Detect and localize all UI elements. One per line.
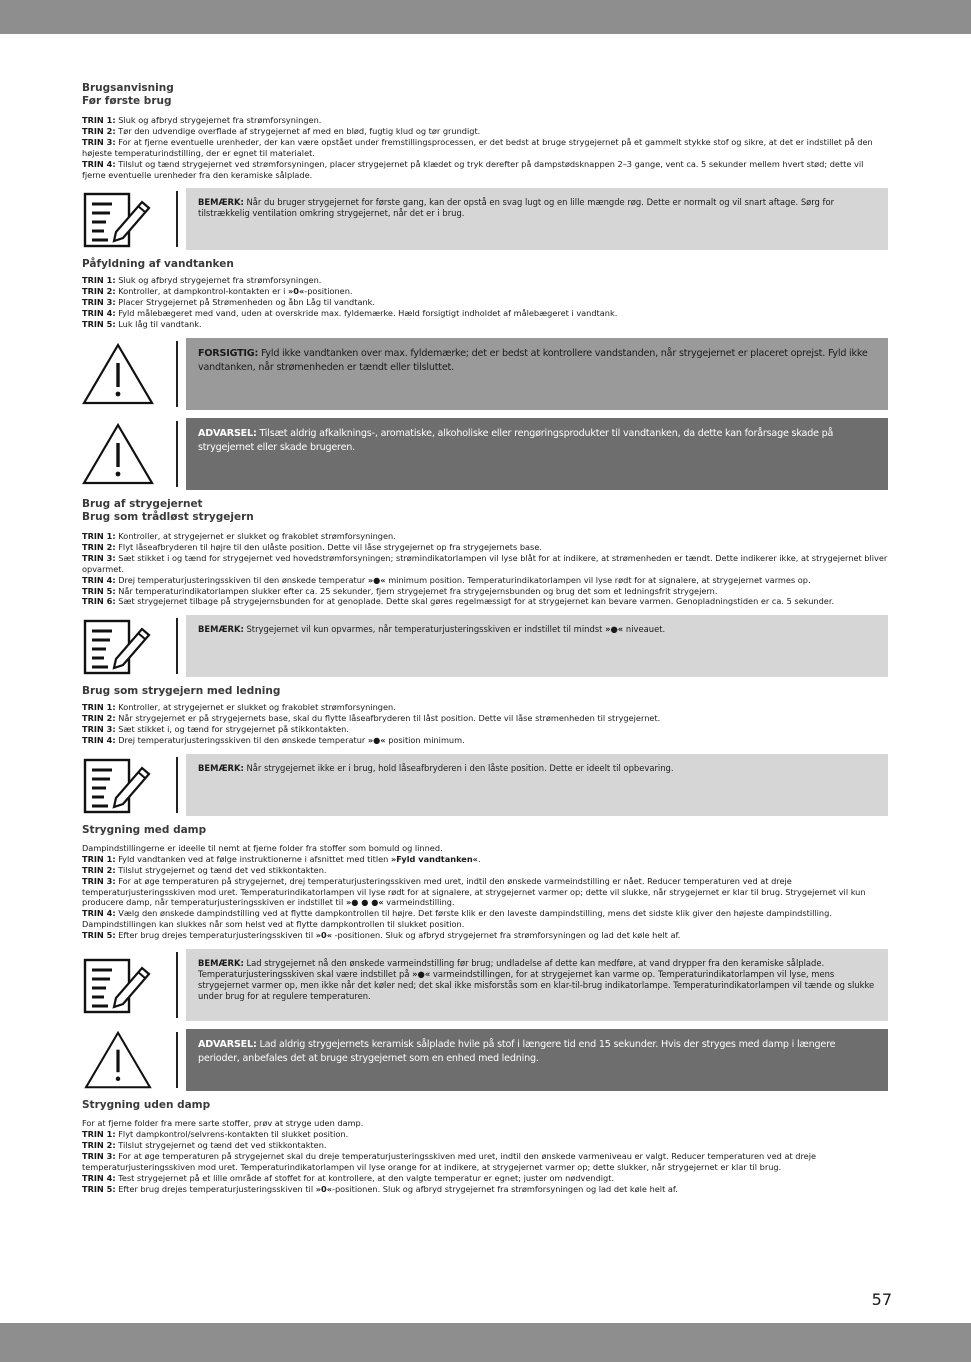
step-label: TRIN 2: (82, 1139, 116, 1150)
step-label: TRIN 2: (82, 286, 116, 297)
step-label: TRIN 1: (82, 275, 116, 286)
note-notice (82, 188, 888, 250)
note-box (186, 754, 888, 816)
step-label: TRIN 3: (82, 875, 116, 886)
step-item (82, 724, 888, 735)
step-item (82, 126, 888, 137)
step-item (82, 137, 888, 159)
step-text: Kontroller, at dampkontrol-kontakten er i (115, 286, 288, 297)
note-text: Lad strygejernet nå den ønskede varmeindstilling før brug; undladelse af dette kan medføre, at vand drypper fra den keramiske sålplade. Temperaturjusteringsskiven skal være indstillet på (198, 958, 825, 980)
note-text: Strygejernet vil kun opvarmes, når temperaturjusteringsskiven er indstillet til mindst (243, 624, 606, 635)
note-notice (82, 949, 888, 1021)
step-label: TRIN 1: (82, 1129, 116, 1139)
step-label: TRIN 3: (82, 1150, 116, 1161)
note-icon (82, 615, 158, 677)
step-item (82, 531, 888, 542)
warning-box (186, 418, 888, 490)
step-text-after: . (477, 853, 481, 864)
step-text: Flyt låseafbryderen til højre til den ulåste position. Dette vil låse strygejernet op fra strygejernets base. (115, 541, 542, 552)
warning-label: ADVARSEL: (198, 427, 257, 439)
warning-notice (82, 1029, 888, 1091)
step-list (82, 854, 888, 941)
section-title: Brug som strygejern med ledning (82, 685, 281, 698)
step-text: Flyt dampkontrol/selvrens-kontakten til slukket position. (115, 1129, 349, 1139)
note-box (186, 188, 888, 250)
step-label: TRIN 4: (82, 1172, 116, 1183)
step-item (82, 319, 888, 330)
step-text: Kontroller, at strygejernet er slukket og frakoblet strømforsyningen. (115, 702, 396, 713)
step-list (82, 1129, 888, 1194)
step-symbol: »●« (367, 735, 386, 746)
caution-notice (82, 338, 888, 410)
step-label: TRIN 4: (82, 735, 116, 746)
notice-divider (176, 952, 178, 1018)
section-title: Strygning uden damp (82, 1099, 211, 1112)
section-subtitle: Brug som trådløst strygejern (82, 510, 254, 523)
step-label: TRIN 5: (82, 1183, 116, 1194)
step-label: TRIN 3: (82, 297, 116, 308)
step-text: Tilslut og tænd strygejernet ved strømforsyningen, placer strygejernet på klædet og tryk derefter på dampstødsknappen 2–3 gange, vent ca. 5 sekunder mellem hvert stød; dette vil fjerne eventuelle urenheder fra den keramiske sålplade. (82, 158, 864, 180)
step-text: Tør den udvendige overflade af strygejernet af med en blød, fugtig klud og tør grundigt. (115, 125, 481, 136)
step-label: TRIN 5: (82, 319, 116, 330)
notice-divider (176, 757, 178, 813)
warning-notice (82, 418, 888, 490)
step-list (82, 275, 888, 330)
note-label: BEMÆRK: (198, 624, 244, 635)
note-notice (82, 754, 888, 816)
step-item (82, 575, 888, 586)
step-symbol: »0« (315, 930, 332, 941)
section-intro: Dampindstillingerne er ideelle til nemt at fjerne folder fra stoffer som bomuld og linned. (82, 842, 443, 853)
manual-content (82, 82, 888, 1194)
notice-divider (176, 191, 178, 247)
step-item (82, 713, 888, 724)
step-item (82, 1151, 888, 1173)
step-item (82, 159, 888, 181)
warning-label: ADVARSEL: (198, 1039, 257, 1051)
step-item (82, 586, 888, 597)
step-text: Sæt strygejernet tilbage på strygejernsbunden for at genoplade. Dette skal gøres regelmæssigt for at strygejernet kan bevare varmen. Genopladningstiden er ca. 5 sekunder. (115, 596, 835, 607)
notice-divider (176, 618, 178, 674)
step-list (82, 115, 888, 180)
step-text: For at øge temperaturen på strygejernet, drej temperaturjusteringsskiven med uret, indtil den ønskede varmeindstilling er nået. Reducer temperaturen ved at dreje temperaturjusteringsskiven mod uret. Temperaturindikatorlampen vil lyse rødt for at signalere, at strygejernet varmer op; dette vil slukke, når strygejernet er klar til brug. Strygejernet vil kun producere damp, når temperaturjusteringsskiven er indstillet til (82, 875, 866, 908)
step-item (82, 542, 888, 553)
step-text: Efter brug drejes temperaturjusteringsskiven til (115, 930, 316, 941)
note-text-after: niveauet. (623, 624, 666, 635)
step-label: TRIN 4: (82, 908, 116, 919)
step-label: TRIN 4: (82, 158, 116, 169)
warning-triangle-icon (82, 418, 158, 490)
step-text: Når strygejernet er på strygejernets base, skal du flytte låseafbryderen til låst position. Dette vil låse strømenheden til strygejernet. (115, 713, 661, 724)
warning-box (186, 1029, 888, 1091)
section-title: Brugsanvisning (82, 82, 174, 94)
note-text: Når du bruger strygejernet for første gang, kan der opstå en svag lugt og en lille mængde røg. Dette er normalt og vil snart aftage. Sørg for tilstrækkelig ventilation omkring strygejernet, når det er i brug. (198, 197, 835, 219)
warning-triangle-icon (82, 338, 158, 410)
note-symbol: »●« (605, 624, 624, 635)
step-item (82, 1129, 888, 1140)
step-label: TRIN 1: (82, 853, 116, 864)
top-bar (0, 0, 971, 34)
note-label: BEMÆRK: (198, 197, 244, 208)
note-box (186, 949, 888, 1021)
step-label: TRIN 5: (82, 585, 116, 596)
step-label: TRIN 5: (82, 930, 116, 941)
step-text: Sluk og afbryd strygejernet fra strømforsyningen. (115, 115, 322, 125)
step-label: TRIN 3: (82, 136, 116, 147)
step-text: Når temperaturindikatorlampen slukker efter ca. 25 sekunder, fjern strygejernet fra strygejernsbunden og brug det som et ledningsfrit strygejern. (115, 585, 718, 596)
step-symbol: »● ● ●« (345, 897, 384, 908)
warning-text: Lad aldrig strygejernets keramisk sålplade hvile på stof i længere tid end 15 sekunder. Hvis der stryges med damp i længere perioder, anbefales det at bruge strygejernet som en enhed med ledning. (198, 1039, 836, 1065)
step-label: TRIN 2: (82, 541, 116, 552)
step-label: TRIN 1: (82, 115, 116, 125)
step-label: TRIN 2: (82, 864, 116, 875)
note-icon (82, 188, 158, 250)
step-symbol: »●« (367, 574, 386, 585)
warning-triangle-icon (82, 1029, 158, 1091)
step-item (82, 286, 888, 297)
step-text: Tilslut strygejernet og tænd det ved stikkontakten. (115, 864, 327, 875)
step-label: TRIN 3: (82, 552, 116, 563)
step-item (82, 115, 888, 126)
note-text-after: varmeindstillingen, for at strygejernet kan varme op. Temperaturindikatorlampen vil lyse, mens strygejernet varmer op, men ikke når det køler ned; det skal ikke misforstås som en klar-til-brug indikatorlampe. Temperaturindikatorlampen vil tænde og slukke under brug for at regulere temperaturen. (198, 969, 875, 1002)
step-item (82, 275, 888, 286)
step-label: TRIN 6: (82, 596, 116, 607)
page-number: 57 (871, 1290, 892, 1309)
caution-text: Fyld ikke vandtanken over max. fyldemærke; det er bedst at kontrollere vandstanden, når strygejernet er placeret oprejst. Fyld ikke vandtanken, når strømenheden er tændt eller tilsluttet. (198, 347, 868, 373)
step-label: TRIN 2: (82, 125, 116, 136)
step-item (82, 1140, 888, 1151)
warning-text: Tilsæt aldrig afkalknings-, aromatiske, alkoholiske eller rengøringsprodukter til vandtanken, da dette kan forårsage skade på strygejernet eller skade brugeren. (198, 427, 834, 453)
step-item (82, 1184, 888, 1195)
step-text: Efter brug drejes temperaturjusteringsskiven til (115, 1183, 316, 1194)
step-list (82, 702, 888, 746)
section-title: Påfyldning af vandtanken (82, 258, 234, 271)
section-subtitle: Før første brug (82, 95, 172, 107)
step-label: TRIN 3: (82, 724, 116, 735)
step-text: Drej temperaturjusteringsskiven til den ønskede temperatur (115, 574, 368, 585)
note-notice (82, 615, 888, 677)
step-item (82, 702, 888, 713)
notice-divider (176, 421, 178, 487)
step-text-after: -positionen. Sluk og afbryd strygejernet fra strømforsyningen og lad det køle helt af. (331, 1183, 678, 1194)
step-symbol: »0« (288, 286, 305, 297)
notice-divider (176, 341, 178, 407)
caution-label: FORSIGTIG: (198, 347, 259, 359)
step-item (82, 1173, 888, 1184)
step-item (82, 297, 888, 308)
step-text: Tilslut strygejernet og tænd det ved stikkontakten. (115, 1139, 327, 1150)
step-label: TRIN 4: (82, 308, 116, 319)
note-text: Når strygejernet ikke er i brug, hold låseafbryderen i den låste position. Dette er ideelt til opbevaring. (243, 762, 674, 773)
notice-divider (176, 1032, 178, 1088)
step-item (82, 553, 888, 575)
step-text: Fyld vandtanken ved at følge instruktionerne i afsnittet med titlen (115, 853, 391, 864)
step-text: For at øge temperaturen på strygejernet skal du dreje temperaturjusteringsskiven med uret, indtil den ønskede varmeniveau er valgt. Reducer temperaturen ved at dreje temperaturjusteringsskiven mod uret. Temperaturindikatorlampen vil lyse orange for at indikere, at strygejernet varmer op; dette slukker, når strygejernet er klar til brug. (82, 1150, 817, 1172)
step-text: Kontroller, at strygejernet er slukket og frakoblet strømforsyningen. (115, 530, 396, 541)
section-title: Strygning med damp (82, 823, 207, 836)
step-label: TRIN 1: (82, 530, 116, 541)
step-item (82, 735, 888, 746)
step-item (82, 865, 888, 876)
note-label: BEMÆRK: (198, 958, 244, 969)
note-box (186, 615, 888, 677)
step-label: TRIN 4: (82, 574, 116, 585)
section-title: Brug af strygejernet (82, 497, 203, 510)
step-text-after: varmeindstilling. (383, 897, 455, 908)
step-item (82, 876, 888, 909)
step-text: For at fjerne eventuelle urenheder, der kan være opstået under fremstillingsprocessen, er det bedst at bruge strygejernet på et gammelt stykke stof og sikre, at det er indstillet på den højeste temperaturindstilling, der er egnet til materialet. (82, 136, 873, 158)
step-text: Sæt stikket i og tænd for strygejernet ved hovedstrømforsyningen; strømindikatorlampen vil lyse blåt for at indikere, at strømenheden er tændt. Dette indikerer ikke, at strygejernet bliver opvarmet. (82, 552, 888, 574)
step-text-after: -positionen. Sluk og afbryd strygejernet fra strømforsyningen og lad det køle helt af. (331, 930, 681, 941)
step-item (82, 854, 888, 865)
step-text: Sæt stikket i, og tænd for strygejernet på stikkontakten. (115, 724, 349, 735)
step-item (82, 908, 888, 930)
step-item (82, 930, 888, 941)
step-item (82, 596, 888, 607)
step-text-after: -positionen. (304, 286, 353, 297)
step-label: TRIN 2: (82, 713, 116, 724)
bottom-bar (0, 1323, 971, 1362)
note-icon (82, 949, 158, 1021)
step-text: Sluk og afbryd strygejernet fra strømforsyningen. (115, 275, 322, 286)
caution-box (186, 338, 888, 410)
step-text: Vælg den ønskede dampindstilling ved at flytte dampkontrollen til højre. Det første klik er den laveste dampindstilling, mens det sidste klik giver den højeste dampindstilling. Dampindstillingen kan slukkes når som helst ved at flytte dampkontrollen til slukket position. (82, 908, 832, 930)
step-text: Luk låg til vandtank. (115, 319, 202, 330)
step-symbol: »0« (315, 1183, 332, 1194)
note-symbol: »●« (412, 969, 431, 980)
step-text: Placer Strygejernet på Strømenheden og åbn Låg til vandtank. (115, 297, 376, 308)
section-intro: For at fjerne folder fra mere sarte stoffer, prøv at stryge uden damp. (82, 1118, 364, 1129)
step-text: Fyld målebægeret med vand, uden at overskride max. fyldemærke. Hæld forsigtigt indholdet af målebægeret i vandtank. (115, 308, 618, 319)
step-label: TRIN 1: (82, 702, 116, 713)
step-item (82, 308, 888, 319)
step-symbol: »Fyld vandtanken« (390, 853, 478, 864)
step-text-after: position minimum. (385, 735, 465, 746)
step-text: Test strygejernet på et lille område af stoffet for at kontrollere, at den valgte temperatur er egnet; juster om nødvendigt. (115, 1172, 615, 1183)
step-list (82, 531, 888, 607)
step-text-after: minimum position. Temperaturindikatorlampen vil lyse rødt for at signalere, at strygejernet varmes op. (385, 574, 811, 585)
step-text: Drej temperaturjusteringsskiven til den ønskede temperatur (115, 735, 368, 746)
note-label: BEMÆRK: (198, 762, 244, 773)
note-icon (82, 754, 158, 816)
